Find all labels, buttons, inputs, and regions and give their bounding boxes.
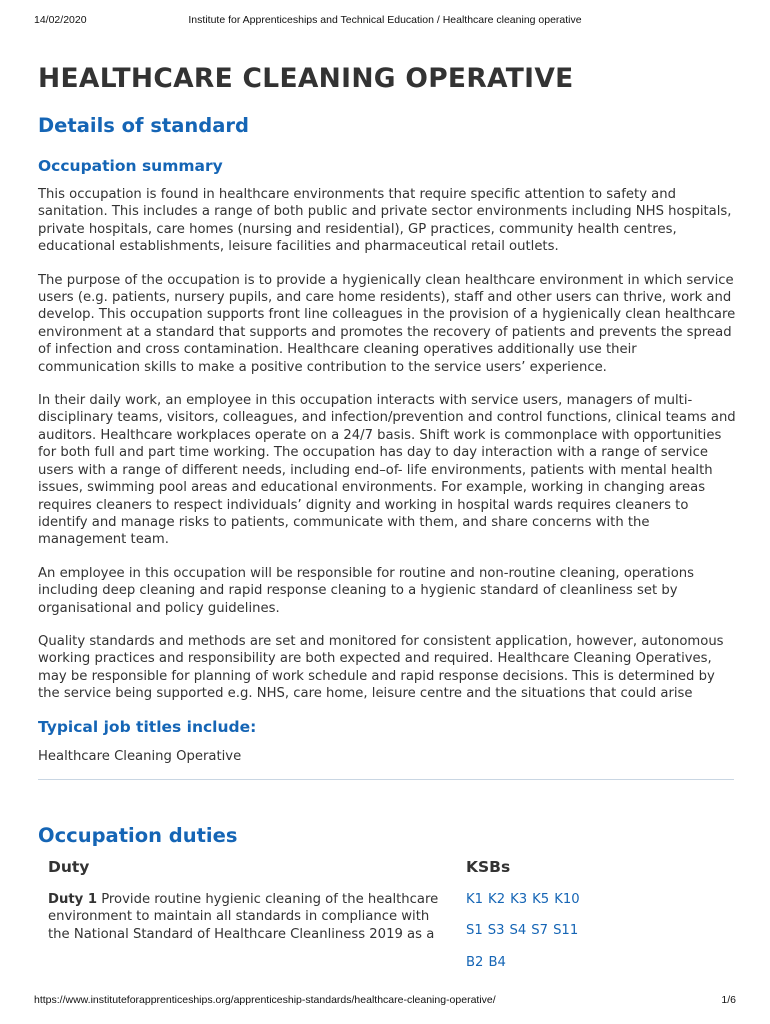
page-title: HEALTHCARE CLEANING OPERATIVE xyxy=(38,63,574,94)
duty-label: Duty 1 xyxy=(48,891,98,907)
summary-paragraph: In their daily work, an employee in this occupation interacts with service users, managers of multi-disciplinary teams, visitors, colleagues, and infection/prevention and control functions, clinical teams and auditors. Healthcare workplaces operate on a 24/7 basis. Shift work is commonplace with opportunities for both full and part time working. The occupation has day to day interaction with a range of service users with a range of different needs, including end–of- life environments, patients with mental health issues, swimming pool areas and educational environments. For example, working in changing areas requires cleaners to respect individuals’ dignity and working in hospital wards requires cleaners to identify and manage risks to patients, communicate with them, and share concerns with the management team. xyxy=(38,393,736,548)
summary-paragraph: The purpose of the occupation is to provide a hygienically clean healthcare environment in which service users (e.g. patients, nursery pupils, and care home residents), staff and other users can thrive, work and develop. This occupation supports front line colleagues in the provision of a hygienically clean healthcare environment at a standard that supports and promotes the recovery of patients and prevents the spread of infection and cross contamination. Healthcare cleaning operatives additionally use their communication skills to make a positive contribution to the service users’ experience. xyxy=(38,272,736,375)
job-titles-heading: Typical job titles include: xyxy=(38,717,257,736)
ksb-link[interactable]: S3 xyxy=(487,923,505,939)
ksb-link[interactable]: S7 xyxy=(531,923,549,939)
ksb-link[interactable]: K1 xyxy=(466,891,484,907)
page-number: 1/6 xyxy=(721,994,736,1006)
ksb-link[interactable]: S11 xyxy=(553,923,579,939)
details-heading: Details of standard xyxy=(38,114,249,137)
print-date: 14/02/2020 xyxy=(34,14,87,26)
behaviours-ksb-line xyxy=(466,954,726,971)
ksb-link[interactable]: B2 xyxy=(466,954,484,970)
knowledge-ksb-line xyxy=(466,891,726,908)
summary-paragraph: Quality standards and methods are set and monitored for consistent application, however, autonomous working practices and responsibility are both expected and required. Healthcare Cleaning Operatives, may be responsible for planning of work schedule and rapid response decisions. This is determined by the service being supported e.g. NHS, care home, leisure centre and the situations that could arise xyxy=(38,633,724,702)
main-content xyxy=(38,60,738,970)
ksbs-column-header: KSBs xyxy=(466,857,511,876)
ksb-link[interactable]: B4 xyxy=(488,954,506,970)
ksb-link[interactable]: S1 xyxy=(466,923,483,939)
ksb-link[interactable]: K2 xyxy=(488,891,506,907)
ksb-link[interactable]: K10 xyxy=(554,891,580,907)
occupation-summary-heading: Occupation summary xyxy=(38,157,223,175)
print-url: https://www.instituteforapprenticeships.org/apprenticeship-standards/healthcare-cleaning-operative/ xyxy=(34,994,496,1006)
duty-cell xyxy=(48,891,446,943)
skills-ksb-line xyxy=(466,922,726,939)
summary-paragraph: An employee in this occupation will be responsible for routine and non-routine cleaning, operations including deep cleaning and rapid response cleaning to a hygienic standard of cleanliness set by organisational and policy guidelines. xyxy=(38,565,695,616)
print-header xyxy=(34,14,736,28)
occupation-summary xyxy=(38,186,738,703)
print-footer xyxy=(34,994,736,1008)
duty-column-header: Duty xyxy=(48,857,90,876)
job-title-value: Healthcare Cleaning Operative xyxy=(38,748,242,764)
ksb-cell xyxy=(466,891,726,985)
summary-paragraph: This occupation is found in healthcare environments that require specific attention to safety and sanitation. This includes a range of both public and private sector environments including NHS hospitals, private hospitals, care homes (nursing and residential), GP practices, community health centres, educational establishments, leisure facilities and pharmaceutical retail outlets. xyxy=(38,187,732,255)
ksb-link[interactable]: S4 xyxy=(509,923,527,939)
duty-text: Provide routine hygienic cleaning of the healthcare environment to maintain all standards in compliance with the National Standard of Healthcare Cleanliness 2019 as a xyxy=(48,891,439,942)
section-divider xyxy=(38,779,734,780)
ksb-link[interactable]: K3 xyxy=(510,891,528,907)
ksb-link[interactable]: K5 xyxy=(532,891,550,907)
print-document-title: Institute for Apprenticeships and Technical Education / Healthcare cleaning operative xyxy=(188,14,582,26)
occupation-duties-heading: Occupation duties xyxy=(38,823,238,847)
